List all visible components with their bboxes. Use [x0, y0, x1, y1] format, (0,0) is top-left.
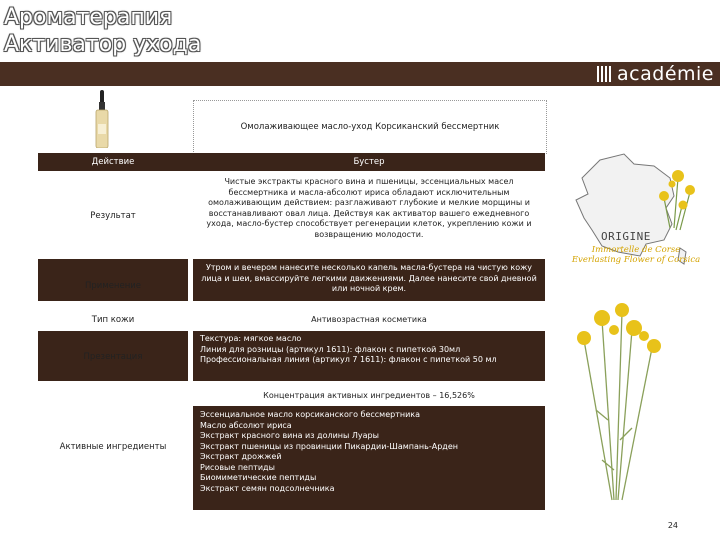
logo-text: académie	[617, 63, 714, 85]
title-line-1: Ароматерапия	[4, 5, 173, 30]
title-line-2: Активатор ухода	[4, 32, 202, 57]
action-label: Действие	[91, 157, 135, 167]
skin-type-label: Тип кожи	[91, 315, 135, 325]
action-value: Бустер	[353, 157, 385, 167]
ingredient-item: Биомиметические пептиды	[200, 473, 317, 482]
logo-mark-icon	[597, 66, 613, 82]
france-map-icon	[562, 148, 702, 288]
product-bottle-icon	[94, 90, 110, 148]
result-label: Результат	[90, 211, 136, 221]
product-name: Омолаживающее масло-уход Корсиканский бессмертник	[240, 122, 500, 132]
product-name-box	[193, 100, 547, 154]
ingredient-item: Масло абсолют ириса	[200, 420, 292, 430]
origin-title: ORIGINE	[601, 230, 651, 243]
row-application	[38, 259, 188, 301]
ingredients-list	[200, 410, 540, 494]
ingredient-item: Рисовые пептиды	[200, 462, 275, 472]
application-label: Применение	[84, 281, 142, 291]
presentation-value	[200, 334, 540, 366]
presentation-line: Профессиональная линия (артикул 7 1611): флакон с пипеткой 50 мл	[200, 355, 497, 364]
page-title	[4, 4, 201, 58]
ingredient-item: Экстракт пшеницы из провинции Пикардии-Шампань-Арден	[200, 441, 458, 451]
presentation-label: Презентация	[83, 352, 143, 362]
result-value: Чистые экстракты красного вина и пшеницы, эссенциальных масел бессмертника и масла-абсолют ириса обладают исключительным омолаживающим действием: разглаживают глубокие и мелкие морщины и восстанавливают овал лица. Действуя как активатор вашего ежедневного ухода, масло-бустер способствует регенерации клеток, укреплению кожи и возвращению молодости.	[206, 177, 532, 239]
origin-subtitle	[556, 245, 716, 265]
ingredient-item: Экстракт красного вина из долины Луары	[200, 431, 379, 440]
concentration-value: Концентрация активных ингредиентов – 16,526%	[263, 391, 475, 400]
ingredient-item: Эссенциальное масло корсиканского бессмертника	[200, 410, 421, 419]
presentation-line: Линия для розницы (артикул 1611): флакон с пипеткой 30мл	[200, 344, 461, 354]
origin-subtitle-en: Everlasting Flower of Corsica	[571, 255, 701, 265]
immortelle-flower-icon	[562, 300, 682, 510]
presentation-line: Текстура: мягкое масло	[200, 334, 302, 343]
page-number: 24	[667, 521, 678, 530]
application-value: Утром и вечером нанесите несколько капель масла-бустера на чистую кожу лица и шеи, вмассируйте легкими движениями. Далее нанесите свой дневной или ночной крем.	[201, 263, 537, 293]
brand-logo	[597, 63, 714, 85]
ingredients-label: Активные ингредиенты	[59, 442, 167, 452]
skin-type-value: Антивозрастная косметика	[311, 315, 427, 324]
ingredient-item: Экстракт дрожжей	[200, 452, 282, 461]
origin-subtitle-fr: Immortelle de Corse	[591, 245, 681, 255]
ingredient-item: Экстракт семян подсолнечника	[200, 483, 335, 493]
